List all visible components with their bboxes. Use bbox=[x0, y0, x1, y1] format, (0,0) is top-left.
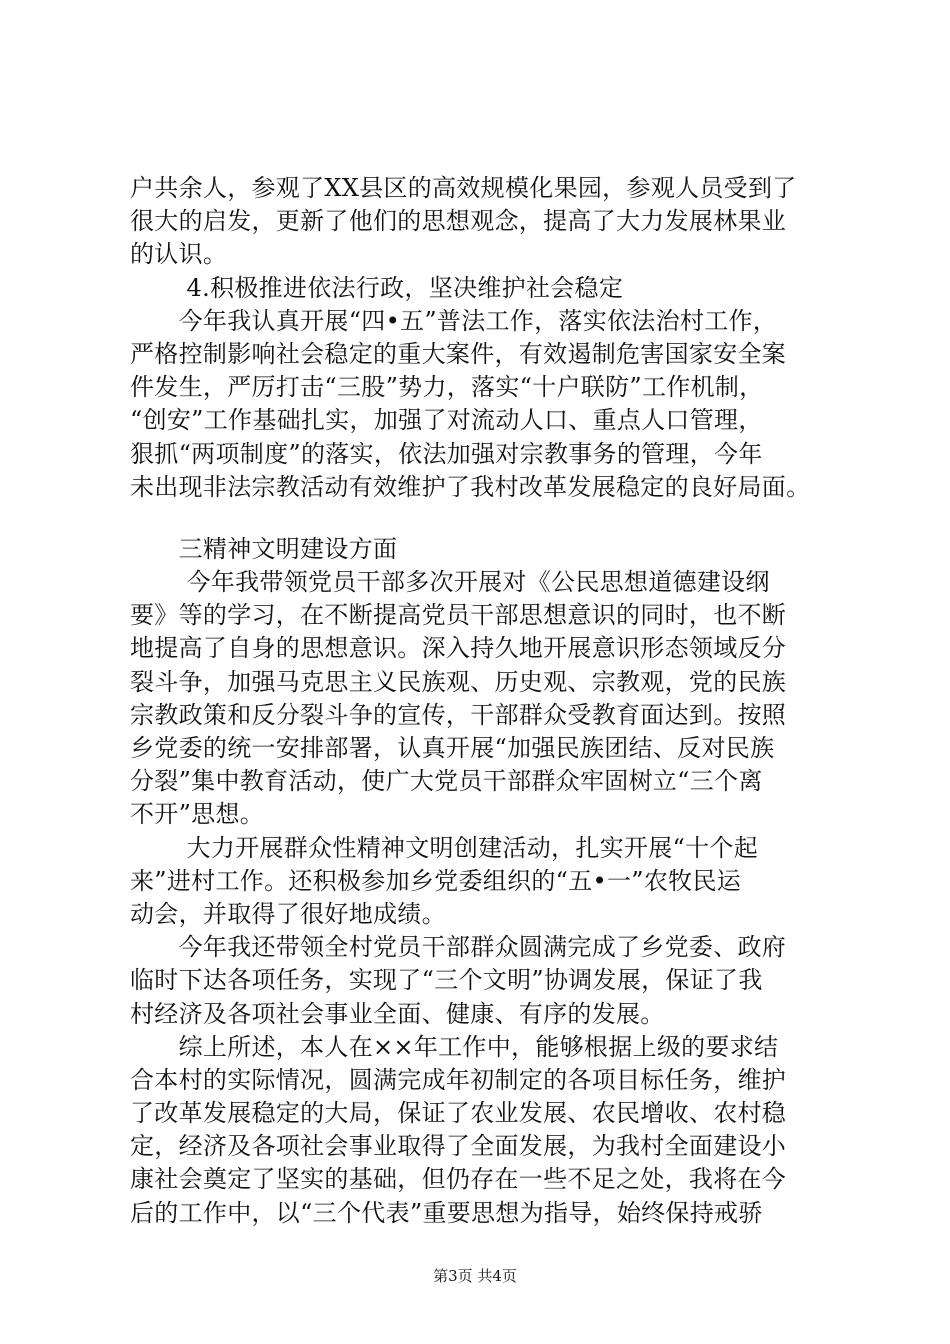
text-line: 来”进村工作。还积极参加乡党委组织的“五•一”农牧民运 bbox=[130, 866, 742, 895]
text-line: 不开”思想。 bbox=[130, 800, 265, 829]
text-line: 综上所述，本人在××年工作中，能够根据上级的要求结 bbox=[130, 1032, 779, 1061]
section-legal bbox=[130, 172, 850, 504]
text-line: 未出现非法宗教活动有效维护了我村改革发展稳定的良好局面。 bbox=[130, 472, 811, 501]
text-line: 今年我带领党员干部多次开展对《公民思想道德建设纲 bbox=[130, 568, 770, 597]
text-line: 分裂”集中教育活动，使广大党员干部群众牢固树立“三个离 bbox=[130, 767, 763, 796]
text-line: 要》等的学习，在不断提高党员干部思想意识的同时，也不断 bbox=[130, 601, 787, 630]
text-line: 后的工作中，以“三个代表”重要思想为指导，始终保持戒骄 bbox=[130, 1198, 763, 1227]
page-footer: 第3页 共4页 bbox=[433, 1267, 517, 1285]
text-line: 狠抓“两项制度”的落实，依法加强对宗教事务的管理，今年 bbox=[130, 439, 763, 468]
body-text bbox=[130, 172, 850, 1230]
text-line: 很大的启发，更新了他们的思想观念，提高了大力发展林果业 bbox=[130, 207, 787, 236]
text-line: 临时下达各项任务，实现了“三个文明”协调发展，保证了我 bbox=[130, 966, 763, 995]
text-line: 今年我认真开展“四•五”普法工作，落实依法治村工作， bbox=[130, 306, 778, 335]
paragraph-gap bbox=[130, 504, 850, 533]
text-line: 的认识。 bbox=[130, 240, 228, 269]
section-heading: 三精神文明建设方面 bbox=[130, 534, 398, 563]
text-line: 裂斗争，加强马克思主义民族观、历史观、宗教观，党的民族 bbox=[130, 667, 787, 696]
text-line: 宗教政策和反分裂斗争的宣传，干部群众受教育面达到。按照 bbox=[130, 700, 787, 729]
text-line: 了改革发展稳定的大局，保证了农业发展、农民增收、农村稳 bbox=[130, 1099, 787, 1128]
text-line: 件发生，严厉打击“三股”势力，落实“十户联防”工作机制， bbox=[130, 373, 764, 402]
section-heading: 4.积极推进依法行政，坚决维护社会稳定 bbox=[130, 273, 624, 302]
text-line: 户共余人，参观了XX县区的高效规模化果园，参观人员受到了 bbox=[130, 174, 797, 202]
text-line: “创安”工作基础扎实，加强了对流动人口、重点人口管理， bbox=[130, 406, 763, 435]
text-line: 动会，并取得了很好地成绩。 bbox=[130, 899, 446, 928]
section-spiritual-civilization bbox=[130, 533, 850, 1230]
text-line: 严格控制影响社会稳定的重大案件，有效遏制危害国家安全案 bbox=[130, 339, 787, 368]
text-line: 今年我还带领全村党员干部群众圆满完成了乡党委、政府 bbox=[130, 933, 787, 962]
text-line: 合本村的实际情况，圆满完成年初制定的各项目标任务，维护 bbox=[130, 1065, 787, 1094]
text-line: 大力开展群众性精神文明创建活动，扎实开展“十个起 bbox=[130, 833, 758, 862]
text-line: 康社会奠定了坚实的基础，但仍存在一些不足之处，我将在今 bbox=[130, 1165, 787, 1194]
text-line: 地提高了自身的思想意识。深入持久地开展意识形态领域反分 bbox=[130, 634, 787, 663]
text-line: 定，经济及各项社会事业取得了全面发展，为我村全面建设小 bbox=[130, 1132, 787, 1161]
text-line: 乡党委的统一安排部署，认真开展“加强民族团结、反对民族 bbox=[130, 734, 775, 762]
text-line: 村经济及各项社会事业全面、健康、有序的发展。 bbox=[130, 999, 665, 1028]
